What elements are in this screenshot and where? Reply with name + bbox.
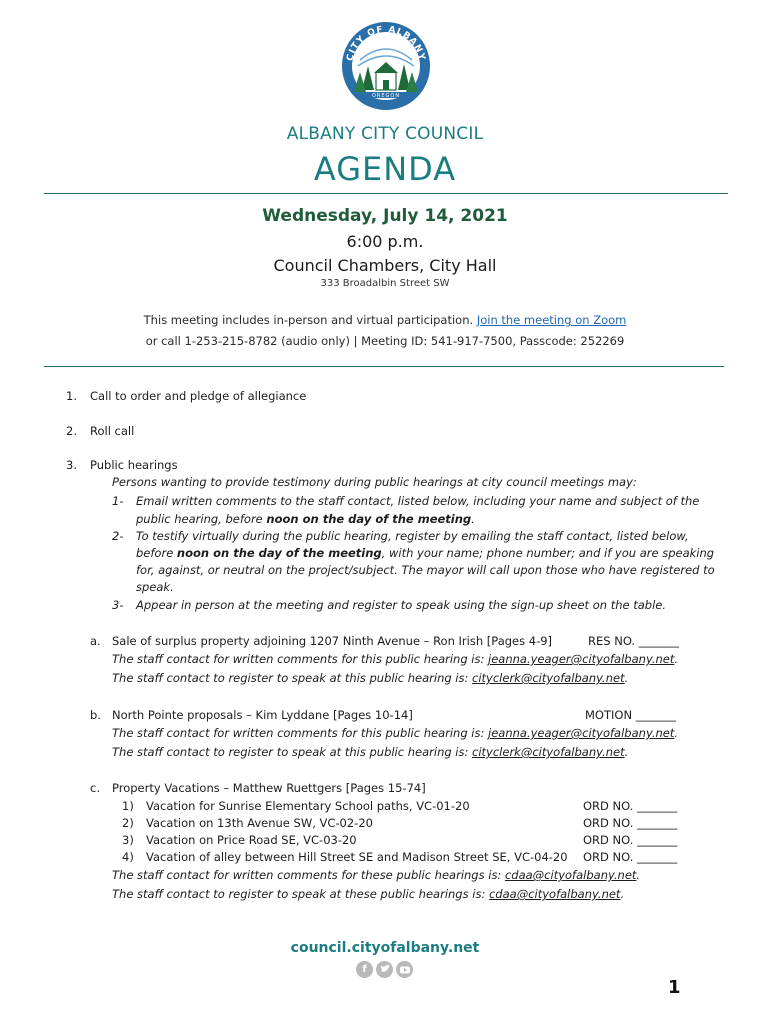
option-1-line-2 [136,512,475,526]
meeting-date: Wednesday, July 14, 2021 [262,206,508,226]
vacation-item: Vacation of alley between Hill Street SE and Madison Street SE, VC-04-20 [146,850,568,864]
vacation-number: 3) [122,833,134,847]
contact-email-link[interactable]: cdaa@cityofalbany.net [504,868,637,882]
vacation-number: 4) [122,850,134,864]
deadline-emphasis: noon on the day of the meeting [176,546,382,560]
written-comment-contact: The staff contact for written comments for these public hearings is: cdaa@cityofalbany.net. [112,868,641,882]
item-call-to-order: Call to order and pledge of allegiance [90,389,307,403]
contact-email-link[interactable]: cityclerk@cityofalbany.net [472,671,625,685]
written-comment-contact: The staff contact for written comments for this public hearing is: jeanna.yeager@cityofalbany.net. [112,726,679,740]
social-links [356,961,416,979]
city-of-albany-seal-logo [340,20,432,112]
contact-email-link[interactable]: cityclerk@cityofalbany.net [472,745,625,759]
participation-text: This meeting includes in-person and virtual participation. [143,313,474,327]
motion-field: MOTION _______ [585,708,676,722]
option-2-text: before [136,546,177,560]
hearing-title-property-vacations: Property Vacations – Matthew Ruettgers [Pages 15-74] [112,781,426,795]
option-3-line-1: Appear in person at the meeting and register to speak using the sign-up sheet on the table. [136,598,667,612]
contact-label: The staff contact for written comments for this public hearing is: [112,652,489,666]
vacation-number: 1) [122,799,134,813]
option-1-text: public hearing, before [136,512,267,526]
vacation-item: Vacation on Price Road SE, VC-03-20 [146,833,357,847]
option-1-line-1: Email written comments to the staff contact, listed below, including your name and subject of the [136,494,700,508]
deadline-emphasis: noon on the day of the meeting [266,512,472,526]
hearing-title-surplus-property: Sale of surplus property adjoining 1207 Ninth Avenue – Ron Irish [Pages 4-9] [112,634,553,648]
vacation-item: Vacation for Sunrise Elementary School paths, VC-01-20 [146,799,470,813]
contact-label: The staff contact to register to speak at this public hearing is: [112,745,473,759]
vacation-item: Vacation on 13th Avenue SW, VC-02-20 [146,816,373,830]
testimony-intro: Persons wanting to provide testimony during public hearings at city council meetings may: [112,475,637,489]
option-2-line-3: for, against, or neutral on the project/subject. The mayor will call upon those who have registered to [136,563,715,577]
option-number: 1- [112,494,124,508]
option-2-line-2 [136,546,714,560]
facebook-icon[interactable]: f [356,961,373,978]
ord-number-field: ORD NO. _______ [583,833,678,847]
twitter-icon[interactable] [376,961,393,978]
written-comment-contact: The staff contact for written comments for this public hearing is: jeanna.yeager@cityofalbany.net. [112,652,679,666]
page-number: 1 [668,977,681,998]
ord-number-field: ORD NO. _______ [583,816,678,830]
option-2-line-4: speak. [136,580,174,594]
logo-seal-text-bottom: OREGON [371,93,401,99]
subitem-letter: c. [90,781,100,795]
option-number: 3- [112,598,124,612]
res-number-field: RES NO. _______ [588,634,679,648]
council-name: ALBANY CITY COUNCIL [286,124,484,144]
item-number: 3. [66,458,77,472]
section-divider [44,366,724,367]
subitem-letter: a. [90,634,101,648]
item-public-hearings: Public hearings [90,458,178,472]
ord-number-field: ORD NO. _______ [583,799,678,813]
contact-label: The staff contact for written comments for this public hearing is: [112,726,489,740]
contact-label: The staff contact to register to speak at these public hearings is: [112,887,489,901]
speaker-register-contact: The staff contact to register to speak at these public hearings is: cdaa@cityofalbany.net. [112,887,625,901]
logo-seal-text-top: CITY OF ALBANY [345,24,427,63]
speaker-register-contact: The staff contact to register to speak at this public hearing is: cityclerk@cityofalbany.net. [112,745,629,759]
zoom-meeting-link[interactable]: Join the meeting on Zoom [476,313,627,327]
subitem-letter: b. [90,708,101,722]
call-in-info: or call 1-253-215-8782 (audio only) | Meeting ID: 541-917-7500, Passcode: 252269 [145,334,625,348]
option-2-text-rest: , with your name; phone number; and if you are speaking [381,546,715,560]
contact-email-link[interactable]: jeanna.yeager@cityofalbany.net [488,652,675,666]
vacation-number: 2) [122,816,134,830]
item-roll-call: Roll call [90,424,135,438]
participation-info [0,313,770,327]
contact-label: The staff contact to register to speak at this public hearing is: [112,671,473,685]
contact-label: The staff contact for written comments for these public hearings is: [112,868,505,882]
page-title: AGENDA [313,150,457,188]
ord-number-field: ORD NO. _______ [583,850,678,864]
speaker-register-contact: The staff contact to register to speak at this public hearing is: cityclerk@cityofalbany.net. [112,671,629,685]
contact-email-link[interactable]: jeanna.yeager@cityofalbany.net [488,726,675,740]
header-divider [44,193,728,194]
youtube-icon[interactable] [396,961,413,978]
meeting-address: 333 Broadalbin Street SW [320,278,450,289]
council-website-link[interactable]: council.cityofalbany.net [290,940,480,956]
item-number: 1. [66,389,77,403]
item-number: 2. [66,424,77,438]
option-2-line-1: To testify virtually during the public hearing, register by emailing the staff contact, listed below, [136,529,689,543]
option-1-period: . [471,512,475,526]
hearing-title-north-pointe: North Pointe proposals – Kim Lyddane [Pages 10-14] [112,708,413,722]
option-number: 2- [112,529,124,543]
meeting-time: 6:00 p.m. [346,232,424,251]
meeting-venue: Council Chambers, City Hall [273,256,497,275]
contact-email-link[interactable]: cdaa@cityofalbany.net [488,887,621,901]
